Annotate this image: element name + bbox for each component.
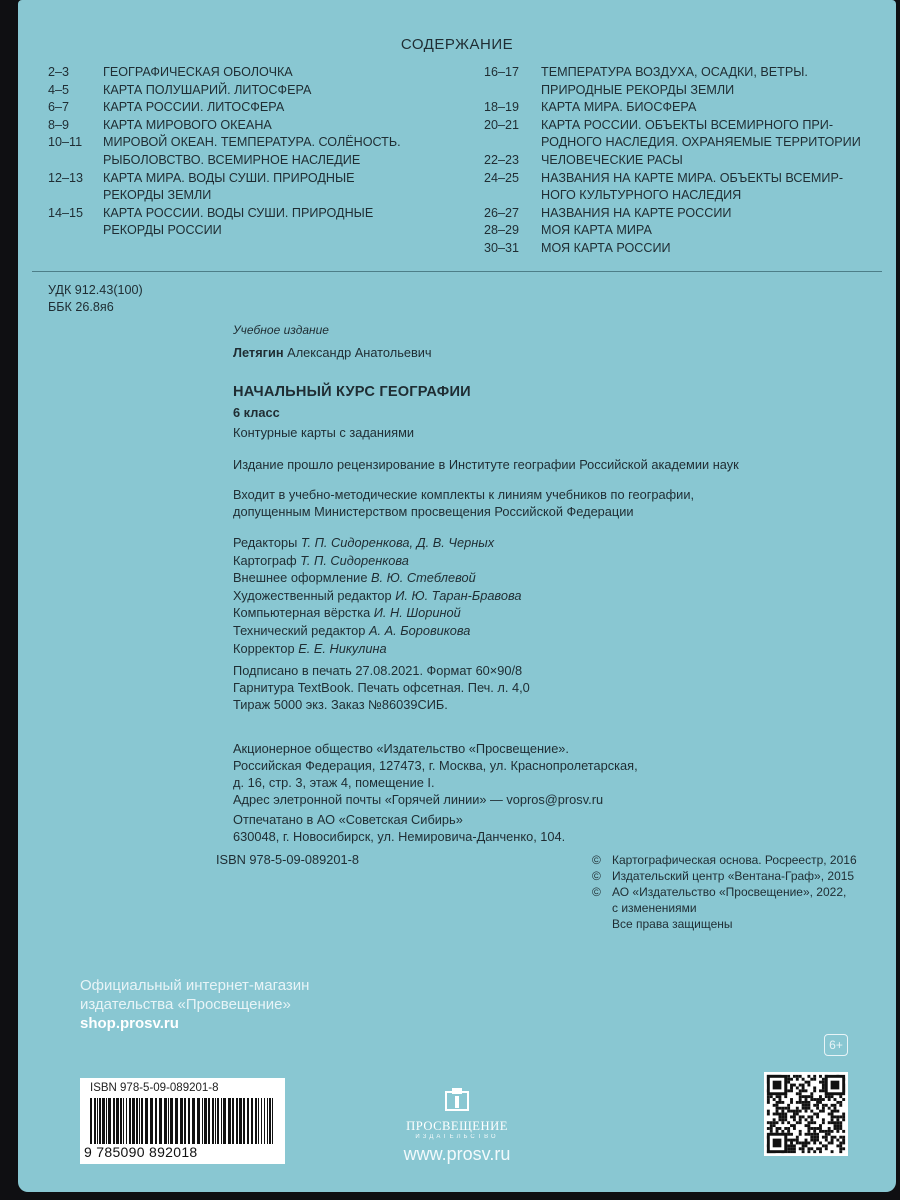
credit-names: Т. П. Сидоренкова: [300, 552, 409, 568]
toc-item-title-line: ГЕОГРАФИЧЕСКАЯ ОБОЛОЧКА: [103, 65, 293, 79]
toc-item-title: [541, 64, 886, 99]
copyright-text: АО «Издательство «Просвещение», 2022,: [612, 885, 847, 899]
credit-role: Художественный редактор: [233, 587, 392, 603]
toc-item-pages: 30–31: [484, 240, 520, 255]
toc-item-title-line: РОДНОГО НАСЛЕДИЯ. ОХРАНЯЕМЫЕ ТЕРРИТОРИИ: [541, 135, 861, 150]
toc-item-title: [541, 170, 886, 205]
credit-role: Технический редактор: [233, 622, 366, 638]
toc-item-title: [541, 99, 886, 117]
copyright-text: с изменениями: [612, 901, 697, 915]
toc-item-title: [103, 99, 458, 117]
logo-name: ПРОСВЕЩЕНИЕ: [406, 1119, 508, 1133]
credit-names: А. А. Боровикова: [368, 622, 471, 638]
toc-item-title: [103, 117, 458, 135]
toc-item-title-line: РЕКОРДЫ ЗЕМЛИ: [103, 188, 212, 203]
toc-divider: [32, 271, 882, 272]
toc-item-pages: 24–25: [484, 170, 520, 185]
toc-item-title: [541, 152, 886, 170]
toc-item-title-line: ПРИРОДНЫЕ РЕКОРДЫ ЗЕМЛИ: [541, 82, 735, 97]
credit-role: Картограф: [233, 552, 297, 568]
printed-at-line1: Отпечатано в АО «Советская Сибирь»: [233, 812, 463, 827]
toc-item-title-line: КАРТА РОССИИ. ВОДЫ СУШИ. ПРИРОДНЫЕ: [103, 205, 374, 220]
isbn-text: ISBN 978-5-09-089201-8: [216, 852, 359, 867]
udk-code: УДК 912.43(100): [48, 283, 143, 297]
credit-role: Компьютерная вёрстка: [233, 605, 371, 621]
credit-row: [233, 640, 521, 658]
toc-item-title-line: ТЕМПЕРАТУРА ВОЗДУХА, ОСАДКИ, ВЕТРЫ.: [541, 65, 808, 79]
credit-role: Редакторы: [233, 535, 298, 550]
credit-row: [233, 569, 521, 587]
toc-item: [466, 117, 886, 152]
toc-item: [466, 240, 886, 258]
credit-row: [233, 604, 521, 622]
prosveshchenie-logo-icon: [444, 1086, 470, 1112]
credit-row: [233, 552, 521, 570]
publisher-email: Адрес элетронной почты «Горячей линии» — vopros@prosv.ru: [233, 792, 604, 807]
toc-item-pages: 20–21: [484, 117, 520, 132]
toc-item-title: [541, 117, 886, 152]
toc-item-pages: 16–17: [484, 65, 520, 79]
book-subtitle: Контурные карты с заданиями: [233, 425, 415, 440]
print-line1: Подписано в печать 27.08.2021. Формат 60×90/8: [233, 663, 523, 678]
credit-names: И. Ю. Таран-Бравова: [395, 587, 522, 603]
copyright-block: [592, 852, 857, 932]
book-title: НАЧАЛЬНЫЙ КУРС ГЕОГРАФИИ: [233, 384, 471, 400]
credit-names: Е. Е. Никулина: [298, 640, 387, 656]
toc-item: [38, 64, 458, 82]
website-link[interactable]: www.prosv.ru: [403, 1144, 511, 1164]
toc-item-title-line: МИРОВОЙ ОКЕАН. ТЕМПЕРАТУРА. СОЛЁНОСТЬ.: [103, 135, 401, 150]
copyright-text: Издательский центр «Вентана-Граф», 2015: [612, 869, 855, 883]
publisher-line2: Российская Федерация, 127473, г. Москва, ул. Краснопролетарская,: [233, 758, 638, 773]
copyright-text: Картографическая основа. Росреестр, 2016: [612, 853, 857, 867]
toc-item-title: [103, 205, 458, 240]
age-rating-badge: 6+: [824, 1034, 848, 1056]
book-grade: 6 класс: [233, 405, 280, 420]
toc-item: [38, 117, 458, 135]
toc-item-pages: 28–29: [484, 223, 520, 238]
print-line3: Тираж 5000 экз. Заказ №86039СИБ.: [233, 697, 448, 712]
toc-item-pages: 26–27: [484, 205, 520, 220]
credit-row: [233, 534, 521, 552]
publisher-line3: д. 16, стр. 3, этаж 4, помещение I.: [233, 775, 435, 790]
toc-item-pages: 14–15: [48, 205, 84, 220]
review-note: Издание прошло рецензирование в Институте географии Российской академии наук: [233, 457, 739, 472]
toc-item: [466, 170, 886, 205]
copyright-row: [592, 916, 857, 932]
toc-item-pages: 2–3: [48, 65, 70, 79]
author: [233, 344, 432, 362]
toc-item-title-line: КАРТА МИРА. БИОСФЕРА: [541, 100, 697, 115]
toc-item: [466, 152, 886, 170]
toc-item-pages: 8–9: [48, 117, 70, 132]
toc-item-title: [103, 82, 458, 100]
toc-item-pages: 22–23: [484, 152, 520, 167]
toc-item: [38, 170, 458, 205]
toc-title: СОДЕРЖАНИЕ: [400, 36, 514, 53]
toc-item-title-line: НАЗВАНИЯ НА КАРТЕ РОССИИ: [541, 205, 732, 220]
shop-line1: Официальный интернет-магазин: [80, 977, 310, 994]
shop-url[interactable]: shop.prosv.ru: [80, 1015, 179, 1032]
copyright-row: [592, 884, 857, 900]
toc-item-title-line: КАРТА РОССИИ. ЛИТОСФЕРА: [103, 100, 285, 115]
toc-item-title-line: РЫБОЛОВСТВО. ВСЕМИРНОЕ НАСЛЕДИЕ: [103, 152, 361, 167]
toc-item-title-line: НОГО КУЛЬТУРНОГО НАСЛЕДИЯ: [541, 188, 742, 203]
toc-item: [466, 99, 886, 117]
copyright-sign: [592, 900, 612, 916]
toc-item-pages: 18–19: [484, 100, 520, 115]
toc-item-pages: 12–13: [48, 170, 84, 185]
shop-block: [80, 976, 309, 1033]
toc-item: [466, 64, 886, 99]
credit-row: [233, 622, 521, 640]
toc-item-title-line: КАРТА МИРОВОГО ОКЕАНА: [103, 117, 272, 132]
complex-note-line1: Входит в учебно-методические комплекты к линиям учебников по географии,: [233, 487, 695, 502]
toc-item-title-line: ЧЕЛОВЕЧЕСКИЕ РАСЫ: [541, 152, 683, 167]
toc-item-title-line: КАРТА ПОЛУШАРИЙ. ЛИТОСФЕРА: [103, 82, 312, 97]
toc-item-title: [541, 222, 886, 240]
copyright-row: [592, 900, 857, 916]
toc-item: [38, 134, 458, 169]
toc-item-pages: 4–5: [48, 82, 70, 97]
print-line2: Гарнитура TextBook. Печать офсетная. Печ. л. 4,0: [233, 680, 530, 695]
toc-item-title: [103, 134, 458, 169]
credit-row: [233, 587, 521, 605]
copyright-row: [592, 868, 857, 884]
publisher-line1: Акционерное общество «Издательство «Просвещение».: [233, 741, 569, 756]
shop-line2: издательства «Просвещение»: [80, 996, 291, 1013]
toc-item-title: [103, 64, 458, 82]
toc-item: [466, 205, 886, 223]
copyright-sign: [592, 916, 612, 932]
bbk-code: ББК 26.8я6: [48, 300, 114, 314]
toc-item: [466, 222, 886, 240]
toc-item-title-line: МОЯ КАРТА МИРА: [541, 223, 652, 238]
qr-code-icon: [764, 1072, 848, 1156]
barcode-digits: 9 785090 892018: [84, 1144, 198, 1160]
logo-subtitle: ИЗДАТЕЛЬСТВО: [415, 1134, 499, 1140]
credit-names: Т. П. Сидоренкова, Д. В. Черных: [300, 535, 495, 550]
toc-item: [38, 82, 458, 100]
toc-item-pages: 6–7: [48, 100, 70, 115]
toc-right-column: [466, 64, 886, 258]
complex-note-line2: допущенным Министерством просвещения Российской Федерации: [233, 504, 634, 519]
copyright-row: [592, 852, 857, 868]
copyright-sign: ©: [592, 885, 601, 899]
copyright-sign: ©: [592, 853, 601, 867]
toc-item-title-line: КАРТА МИРА. ВОДЫ СУШИ. ПРИРОДНЫЕ: [103, 170, 355, 185]
toc-item: [38, 205, 458, 240]
credits-list: [233, 534, 521, 657]
credit-names: И. Н. Шориной: [373, 605, 461, 621]
credit-role: Внешнее оформление: [233, 570, 368, 586]
copyright-text: Все права защищены: [612, 917, 733, 931]
author-surname: Летягин: [233, 345, 284, 360]
printed-at-line2: 630048, г. Новосибирск, ул. Немировича-Данченко, 104.: [233, 829, 566, 844]
toc-item-title-line: РЕКОРДЫ РОССИИ: [103, 223, 222, 238]
toc-item-title-line: МОЯ КАРТА РОССИИ: [541, 240, 671, 255]
toc-item-title: [541, 240, 886, 258]
toc-item: [38, 99, 458, 117]
credit-role: Корректор: [233, 640, 295, 656]
toc-item-pages: 10–11: [48, 135, 83, 150]
copyright-sign: ©: [592, 869, 601, 883]
toc-left-column: [38, 64, 458, 240]
toc-item-title: [103, 170, 458, 205]
toc-item-title-line: НАЗВАНИЯ НА КАРТЕ МИРА. ОБЪЕКТЫ ВСЕМИР-: [541, 170, 844, 185]
barcode-isbn-label: ISBN 978-5-09-089201-8: [90, 1082, 219, 1094]
toc-item-title-line: КАРТА РОССИИ. ОБЪЕКТЫ ВСЕМИРНОГО ПРИ-: [541, 117, 834, 132]
toc-item-title: [541, 205, 886, 223]
author-name: Александр Анатольевич: [287, 345, 432, 360]
credit-names: В. Ю. Стеблевой: [371, 570, 476, 586]
edition-type: Учебное издание: [233, 323, 329, 337]
book-back-cover: [18, 0, 896, 1192]
